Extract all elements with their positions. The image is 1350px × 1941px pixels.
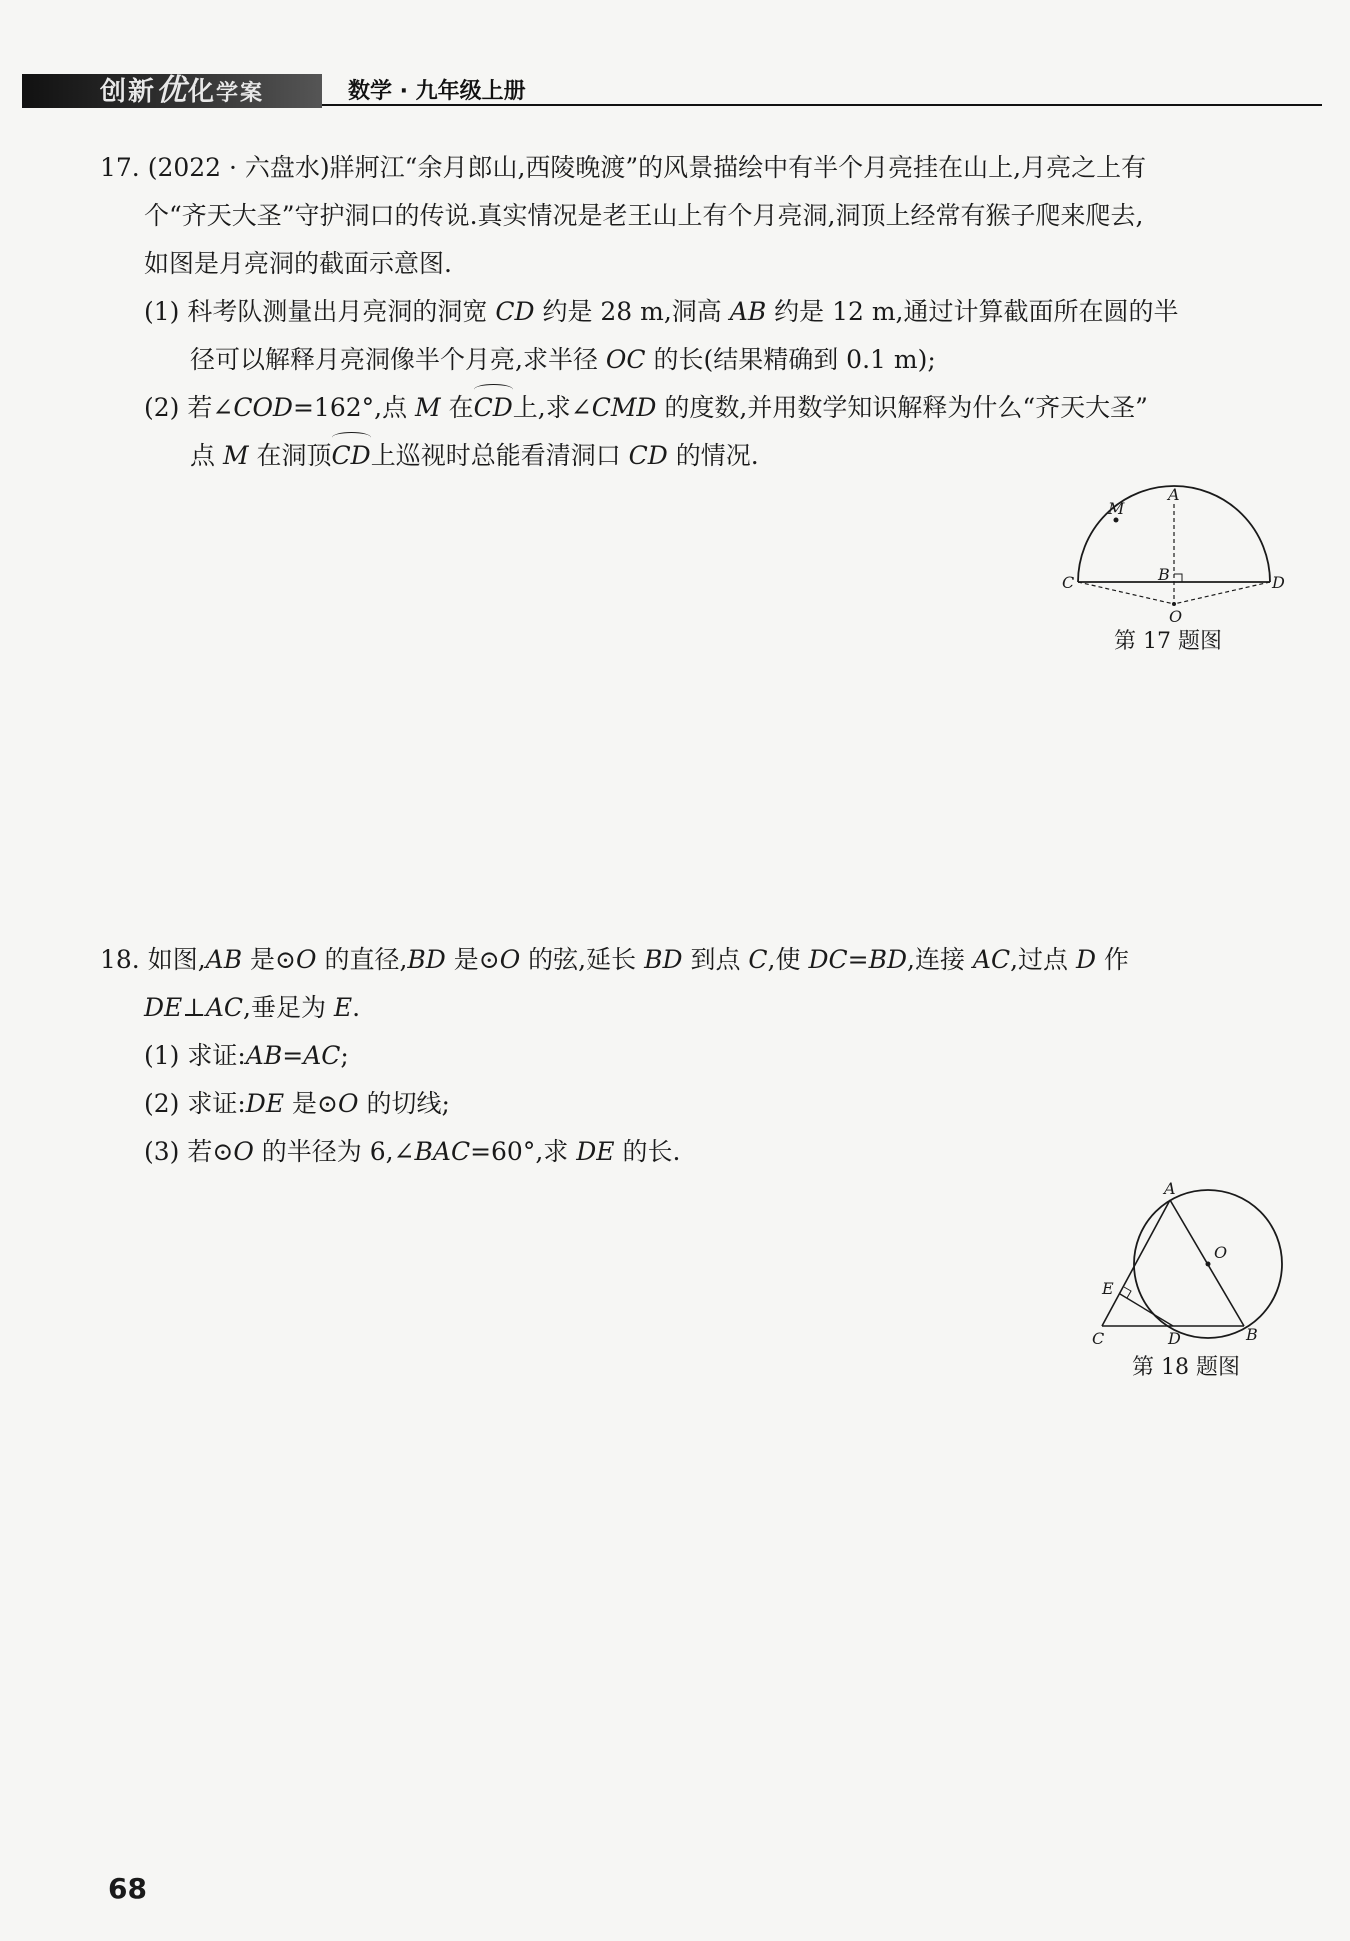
text: = [847, 945, 869, 974]
text: 的长(结果精确到 0.1 m); [645, 345, 936, 374]
q17-part-2-cont [100, 432, 1280, 480]
q18-part-1 [100, 1032, 1280, 1080]
var-ac: AC [205, 993, 243, 1022]
arc-cd: CD [332, 432, 371, 480]
var-dc: DC [808, 945, 848, 974]
text: 约是 12 m,通过计算截面所在圆的半 [766, 297, 1179, 326]
header-rule [322, 104, 1322, 106]
var-o: O [499, 945, 521, 974]
text: 作 [1096, 945, 1130, 974]
text: ,垂足为 [243, 993, 334, 1022]
text: 是⊙ [284, 1089, 338, 1118]
q17-line-2: 个“齐天大圣”守护洞口的传说.真实情况是老王山上有个月亮洞,洞顶上经常有猴子爬来爬去, [144, 201, 1144, 230]
var-cd: CD [495, 297, 535, 326]
var-m: M [222, 441, 249, 470]
text: 径可以解释月亮洞像半个月亮,求半径 [190, 345, 606, 374]
subject-title: 数学 · 九年级上册 [348, 79, 526, 104]
q17-part-1-cont [100, 336, 1280, 384]
label-c: C [1062, 573, 1075, 592]
text: 在洞顶 [248, 441, 332, 470]
brand-text-3: 化 [188, 77, 217, 107]
text: 的直径, [316, 945, 408, 974]
figure-17 [1050, 482, 1290, 632]
text: 上,求∠ [512, 393, 592, 422]
brand-text-1: 创新 [100, 77, 157, 107]
figure-18-caption: 第 18 题图 [1132, 1355, 1240, 1380]
text: 上巡视时总能看清洞口 [370, 441, 629, 470]
segment-od [1174, 582, 1270, 604]
label-b: B [1246, 1325, 1258, 1344]
var-cd: CD [628, 441, 668, 470]
figure-18 [1088, 1180, 1288, 1350]
text: 是⊙ [242, 945, 296, 974]
question-18 [100, 936, 1280, 1176]
text: 的情况. [667, 441, 759, 470]
text: 的长. [614, 1137, 681, 1166]
q18-part-2 [100, 1080, 1280, 1128]
var-oc: OC [605, 345, 646, 374]
figure-17-diagram [1050, 482, 1290, 632]
segment-de [1120, 1294, 1173, 1326]
var-bd: BD [644, 945, 683, 974]
text: 到点 [682, 945, 749, 974]
var-cmd: CMD [591, 393, 657, 422]
label-b: B [1158, 565, 1170, 584]
label-o: O [1214, 1243, 1228, 1262]
label-e: E [1102, 1279, 1114, 1298]
var-bd: BD [868, 945, 908, 974]
text: ,使 [767, 945, 809, 974]
text: 在 [440, 393, 474, 422]
q18-line-2 [100, 984, 1280, 1032]
var-cod: COD [233, 393, 293, 422]
var-o: O [296, 945, 317, 974]
segment-ac [1102, 1200, 1170, 1326]
var-ac: AC [303, 1041, 341, 1070]
var-bd: BD [407, 945, 446, 974]
text: =162°,点 [292, 393, 416, 422]
label-d: D [1272, 573, 1285, 592]
text: ⊥ [182, 993, 206, 1022]
var-ab: AB [729, 297, 767, 326]
label-d: D [1168, 1329, 1181, 1348]
arc-cd: CD [474, 384, 513, 432]
text: 点 [190, 441, 223, 470]
q18-line-1 [100, 936, 1280, 984]
figure-18-diagram [1088, 1180, 1288, 1350]
text: 的弦,延长 [520, 945, 645, 974]
text: 的切线; [358, 1089, 450, 1118]
point-o [1206, 1262, 1211, 1267]
text: =60°,求 [470, 1137, 577, 1166]
text: 的半径为 6,∠ [253, 1137, 415, 1166]
text: 的度数,并用数学知识解释为什么“齐天大圣” [656, 393, 1148, 422]
brand-logo [22, 74, 322, 108]
question-17 [100, 144, 1280, 480]
text: ,过点 [1010, 945, 1077, 974]
text: (2) 若∠ [144, 393, 234, 422]
label-a: A [1164, 1180, 1176, 1198]
text: 18. 如图, [100, 945, 206, 974]
q17-part-1 [100, 288, 1280, 336]
brand-text-2: 优 [156, 73, 189, 108]
label-o: O [1169, 607, 1183, 626]
label-c: C [1092, 1329, 1105, 1348]
label-m: M [1108, 499, 1125, 518]
text: ; [340, 1041, 349, 1070]
figure-17-caption: 第 17 题图 [1114, 629, 1222, 654]
q17-line-1: 17. (2022 · 六盘水)牂牁江“余月郎山,西陵晚渡”的风景描绘中有半个月亮挂在山上,月亮之上有 [100, 153, 1147, 182]
q18-part-3 [100, 1128, 1280, 1176]
var-m: M [415, 393, 441, 422]
text: . [352, 993, 361, 1022]
point-o [1172, 602, 1176, 606]
text: 约是 28 m,洞高 [534, 297, 730, 326]
var-ac: AC [972, 945, 1011, 974]
text: (3) 若⊙ [144, 1137, 234, 1166]
var-o: O [338, 1089, 359, 1118]
text: = [282, 1041, 304, 1070]
var-d: D [1076, 945, 1097, 974]
text: (2) 求证: [144, 1089, 246, 1118]
var-ab: AB [245, 1041, 283, 1070]
q17-line-3: 如图是月亮洞的截面示意图. [144, 249, 452, 278]
segment-oc [1078, 582, 1174, 604]
text: (1) 求证: [144, 1041, 246, 1070]
text: ,连接 [907, 945, 973, 974]
q17-part-2 [100, 384, 1280, 432]
text: 是⊙ [445, 945, 500, 974]
var-c: C [748, 945, 768, 974]
text: (1) 科考队测量出月亮洞的洞宽 [144, 297, 496, 326]
brand-text-4: 学案 [216, 81, 265, 106]
var-de: DE [245, 1089, 285, 1118]
var-e: E [333, 993, 353, 1022]
page-number: 68 [108, 1872, 147, 1905]
right-angle-mark [1174, 574, 1182, 582]
var-ab: AB [205, 945, 243, 974]
point-m [1114, 518, 1119, 523]
var-de: DE [144, 993, 183, 1022]
var-bac: BAC [414, 1137, 471, 1166]
var-de: DE [576, 1137, 615, 1166]
label-a: A [1168, 485, 1180, 504]
page-header [22, 74, 1322, 108]
var-o: O [233, 1137, 254, 1166]
